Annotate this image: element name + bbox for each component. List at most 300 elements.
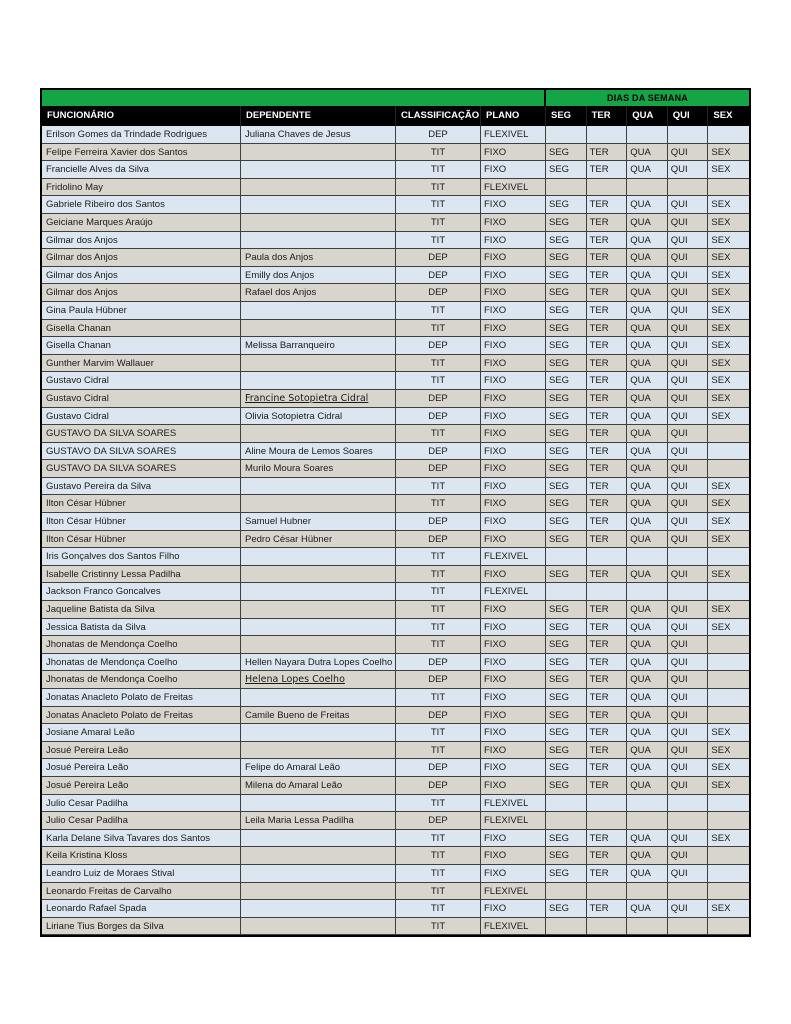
- cell-seg: SEG: [546, 214, 587, 232]
- cell-sex: SEX: [708, 408, 749, 426]
- cell-qua: QUA: [627, 830, 668, 848]
- cell-seg: SEG: [546, 619, 587, 637]
- table-row: [42, 707, 749, 725]
- table-body: [42, 126, 749, 935]
- cell-funcionario: Gilmar dos Anjos: [42, 284, 241, 302]
- cell-funcionario: Geiciane Marques Araújo: [42, 214, 241, 232]
- cell-seg: [546, 812, 587, 830]
- cell-qui: QUI: [668, 495, 709, 513]
- cell-plano: FLEXIVEL: [481, 126, 546, 144]
- cell-ter: [587, 583, 628, 601]
- cell-ter: TER: [587, 232, 628, 250]
- cell-plano: FIXO: [481, 566, 546, 584]
- cell-qua: QUA: [627, 724, 668, 742]
- cell-seg: SEG: [546, 249, 587, 267]
- cell-ter: TER: [587, 390, 628, 408]
- cell-dependente: [241, 355, 396, 373]
- cell-ter: TER: [587, 636, 628, 654]
- cell-dependente: [241, 179, 396, 197]
- cell-ter: [587, 883, 628, 901]
- cell-qua: [627, 918, 668, 936]
- cell-classificacao: TIT: [396, 601, 481, 619]
- cell-plano: FIXO: [481, 267, 546, 285]
- cell-funcionario: Gilmar dos Anjos: [42, 249, 241, 267]
- cell-sex: [708, 548, 749, 566]
- cell-qui: QUI: [668, 408, 709, 426]
- cell-qui: QUI: [668, 671, 709, 689]
- cell-sex: SEX: [708, 830, 749, 848]
- cell-classificacao: TIT: [396, 583, 481, 601]
- cell-sex: [708, 795, 749, 813]
- cell-plano: FIXO: [481, 759, 546, 777]
- cell-funcionario: Keila Kristina Kloss: [42, 847, 241, 865]
- cell-classificacao: TIT: [396, 425, 481, 443]
- cell-qui: QUI: [668, 900, 709, 918]
- cell-plano: FIXO: [481, 724, 546, 742]
- cell-dependente: Juliana Chaves de Jesus: [241, 126, 396, 144]
- cell-sex: SEX: [708, 214, 749, 232]
- cell-classificacao: DEP: [396, 267, 481, 285]
- cell-dependente: Camile Bueno de Freitas: [241, 707, 396, 725]
- cell-funcionario: Gustavo Cidral: [42, 408, 241, 426]
- cell-funcionario: Gina Paula Hübner: [42, 302, 241, 320]
- table-row: [42, 126, 749, 144]
- cell-seg: SEG: [546, 337, 587, 355]
- table-row: [42, 918, 749, 936]
- cell-ter: TER: [587, 302, 628, 320]
- table-row: [42, 689, 749, 707]
- cell-ter: [587, 548, 628, 566]
- cell-funcionario: Gustavo Pereira da Silva: [42, 478, 241, 496]
- cell-sex: SEX: [708, 601, 749, 619]
- cell-ter: TER: [587, 161, 628, 179]
- column-header-dependente: DEPENDENTE: [241, 106, 396, 126]
- cell-plano: FLEXIVEL: [481, 795, 546, 813]
- cell-ter: TER: [587, 830, 628, 848]
- cell-funcionario: GUSTAVO DA SILVA SOARES: [42, 460, 241, 478]
- cell-plano: FIXO: [481, 689, 546, 707]
- cell-classificacao: DEP: [396, 707, 481, 725]
- cell-funcionario: Josiane Amaral Leão: [42, 724, 241, 742]
- cell-funcionario: Jonatas Anacleto Polato de Freitas: [42, 707, 241, 725]
- cell-qui: [668, 918, 709, 936]
- cell-ter: TER: [587, 619, 628, 637]
- cell-ter: TER: [587, 742, 628, 760]
- cell-seg: SEG: [546, 232, 587, 250]
- cell-seg: SEG: [546, 372, 587, 390]
- cell-seg: SEG: [546, 284, 587, 302]
- cell-plano: FIXO: [481, 408, 546, 426]
- cell-ter: [587, 179, 628, 197]
- cell-qui: QUI: [668, 425, 709, 443]
- cell-sex: SEX: [708, 267, 749, 285]
- cell-classificacao: DEP: [396, 654, 481, 672]
- cell-qui: QUI: [668, 372, 709, 390]
- cell-funcionario: Jhonatas de Mendonça Coelho: [42, 671, 241, 689]
- cell-sex: SEX: [708, 495, 749, 513]
- cell-dependente: [241, 918, 396, 936]
- cell-funcionario: Gustavo Cidral: [42, 372, 241, 390]
- cell-sex: SEX: [708, 566, 749, 584]
- cell-plano: FIXO: [481, 601, 546, 619]
- table-row: [42, 654, 749, 672]
- table-row: [42, 267, 749, 285]
- cell-ter: TER: [587, 865, 628, 883]
- cell-classificacao: DEP: [396, 443, 481, 461]
- cell-qui: QUI: [668, 566, 709, 584]
- cell-qui: QUI: [668, 707, 709, 725]
- table-row: [42, 337, 749, 355]
- table-row: [42, 795, 749, 813]
- cell-qua: QUA: [627, 636, 668, 654]
- cell-ter: TER: [587, 777, 628, 795]
- cell-qui: QUI: [668, 284, 709, 302]
- cell-classificacao: DEP: [396, 390, 481, 408]
- cell-classificacao: TIT: [396, 372, 481, 390]
- cell-qui: QUI: [668, 636, 709, 654]
- cell-dependente: Samuel Hubner: [241, 513, 396, 531]
- cell-classificacao: TIT: [396, 918, 481, 936]
- cell-seg: [546, 583, 587, 601]
- cell-classificacao: TIT: [396, 865, 481, 883]
- cell-classificacao: TIT: [396, 161, 481, 179]
- cell-sex: SEX: [708, 742, 749, 760]
- cell-sex: [708, 460, 749, 478]
- cell-qua: QUA: [627, 513, 668, 531]
- cell-ter: [587, 918, 628, 936]
- cell-seg: SEG: [546, 478, 587, 496]
- cell-sex: [708, 847, 749, 865]
- cell-ter: TER: [587, 478, 628, 496]
- cell-dependente: Paula dos Anjos: [241, 249, 396, 267]
- cell-seg: SEG: [546, 267, 587, 285]
- column-header-ter: TER: [587, 106, 628, 126]
- table-row: [42, 408, 749, 426]
- cell-classificacao: TIT: [396, 495, 481, 513]
- cell-classificacao: TIT: [396, 144, 481, 162]
- table-row: [42, 460, 749, 478]
- cell-qua: QUA: [627, 196, 668, 214]
- cell-seg: SEG: [546, 513, 587, 531]
- cell-plano: FIXO: [481, 161, 546, 179]
- cell-qui: QUI: [668, 689, 709, 707]
- cell-dependente: [241, 302, 396, 320]
- cell-funcionario: Jackson Franco Goncalves: [42, 583, 241, 601]
- cell-qua: QUA: [627, 284, 668, 302]
- cell-dependente: [241, 900, 396, 918]
- cell-ter: TER: [587, 671, 628, 689]
- cell-classificacao: TIT: [396, 636, 481, 654]
- cell-sex: SEX: [708, 232, 749, 250]
- cell-sex: SEX: [708, 390, 749, 408]
- cell-funcionario: GUSTAVO DA SILVA SOARES: [42, 443, 241, 461]
- cell-ter: TER: [587, 196, 628, 214]
- cell-qui: [668, 179, 709, 197]
- cell-qua: QUA: [627, 320, 668, 338]
- cell-sex: [708, 918, 749, 936]
- table-row: [42, 636, 749, 654]
- cell-dependente: [241, 583, 396, 601]
- cell-ter: TER: [587, 759, 628, 777]
- cell-plano: FIXO: [481, 495, 546, 513]
- cell-qua: QUA: [627, 689, 668, 707]
- cell-seg: SEG: [546, 390, 587, 408]
- cell-funcionario: Ilton César Hübner: [42, 495, 241, 513]
- cell-funcionario: GUSTAVO DA SILVA SOARES: [42, 425, 241, 443]
- table-row: [42, 161, 749, 179]
- cell-qua: QUA: [627, 161, 668, 179]
- cell-seg: SEG: [546, 531, 587, 549]
- cell-seg: SEG: [546, 355, 587, 373]
- cell-seg: SEG: [546, 759, 587, 777]
- table-row: [42, 601, 749, 619]
- cell-seg: SEG: [546, 425, 587, 443]
- cell-classificacao: DEP: [396, 531, 481, 549]
- cell-funcionario: Josué Pereira Leão: [42, 759, 241, 777]
- cell-dependente: [241, 425, 396, 443]
- cell-qui: QUI: [668, 654, 709, 672]
- cell-seg: SEG: [546, 443, 587, 461]
- cell-dependente: [241, 689, 396, 707]
- cell-sex: SEX: [708, 900, 749, 918]
- cell-dependente: [241, 214, 396, 232]
- cell-classificacao: TIT: [396, 355, 481, 373]
- cell-plano: FIXO: [481, 232, 546, 250]
- cell-plano: FLEXIVEL: [481, 812, 546, 830]
- cell-ter: TER: [587, 495, 628, 513]
- cell-ter: TER: [587, 408, 628, 426]
- cell-funcionario: Gilmar dos Anjos: [42, 267, 241, 285]
- cell-plano: FIXO: [481, 372, 546, 390]
- cell-sex: [708, 179, 749, 197]
- table-row: [42, 513, 749, 531]
- cell-sex: SEX: [708, 513, 749, 531]
- cell-dependente: [241, 795, 396, 813]
- cell-classificacao: DEP: [396, 337, 481, 355]
- table-row: [42, 830, 749, 848]
- cell-classificacao: DEP: [396, 249, 481, 267]
- cell-seg: SEG: [546, 777, 587, 795]
- cell-sex: SEX: [708, 777, 749, 795]
- cell-plano: FIXO: [481, 478, 546, 496]
- cell-sex: SEX: [708, 619, 749, 637]
- week-header-label: DIAS DA SEMANA: [546, 90, 749, 107]
- table-row: [42, 548, 749, 566]
- table-row: [42, 214, 749, 232]
- cell-seg: SEG: [546, 742, 587, 760]
- cell-qua: QUA: [627, 443, 668, 461]
- cell-plano: FIXO: [481, 865, 546, 883]
- cell-ter: TER: [587, 900, 628, 918]
- cell-qui: QUI: [668, 531, 709, 549]
- cell-seg: SEG: [546, 566, 587, 584]
- cell-qua: QUA: [627, 495, 668, 513]
- cell-seg: SEG: [546, 460, 587, 478]
- cell-funcionario: Iris Gonçalves dos Santos Filho: [42, 548, 241, 566]
- cell-qua: QUA: [627, 654, 668, 672]
- cell-ter: TER: [587, 372, 628, 390]
- cell-qui: QUI: [668, 777, 709, 795]
- cell-funcionario: Fridolino May: [42, 179, 241, 197]
- cell-dependente: Pedro César Hübner: [241, 531, 396, 549]
- cell-sex: SEX: [708, 161, 749, 179]
- cell-ter: TER: [587, 513, 628, 531]
- cell-dependente: [241, 742, 396, 760]
- cell-dependente: Rafael dos Anjos: [241, 284, 396, 302]
- cell-ter: TER: [587, 707, 628, 725]
- cell-classificacao: TIT: [396, 724, 481, 742]
- cell-seg: SEG: [546, 302, 587, 320]
- cell-plano: FLEXIVEL: [481, 583, 546, 601]
- cell-qua: QUA: [627, 232, 668, 250]
- cell-qui: [668, 583, 709, 601]
- cell-classificacao: DEP: [396, 671, 481, 689]
- cell-dependente: Melissa Barranqueiro: [241, 337, 396, 355]
- cell-qua: QUA: [627, 865, 668, 883]
- cell-qui: QUI: [668, 161, 709, 179]
- cell-classificacao: TIT: [396, 742, 481, 760]
- cell-dependente: [241, 619, 396, 637]
- cell-plano: FIXO: [481, 513, 546, 531]
- cell-funcionario: Karla Delane Silva Tavares dos Santos: [42, 830, 241, 848]
- table-row: [42, 372, 749, 390]
- table-row: [42, 671, 749, 689]
- cell-qui: QUI: [668, 724, 709, 742]
- cell-seg: SEG: [546, 320, 587, 338]
- cell-qua: QUA: [627, 566, 668, 584]
- cell-dependente: [241, 548, 396, 566]
- cell-seg: SEG: [546, 847, 587, 865]
- table-row: [42, 302, 749, 320]
- cell-funcionario: Josué Pereira Leão: [42, 777, 241, 795]
- cell-classificacao: TIT: [396, 214, 481, 232]
- table-row: [42, 495, 749, 513]
- cell-classificacao: TIT: [396, 548, 481, 566]
- cell-classificacao: TIT: [396, 196, 481, 214]
- cell-plano: FIXO: [481, 654, 546, 672]
- cell-plano: FIXO: [481, 460, 546, 478]
- cell-dependente: Hellen Nayara Dutra Lopes Coelho: [241, 654, 396, 672]
- column-header-qui: QUI: [668, 106, 709, 126]
- cell-classificacao: TIT: [396, 302, 481, 320]
- cell-seg: [546, 126, 587, 144]
- table-row: [42, 812, 749, 830]
- cell-qua: QUA: [627, 390, 668, 408]
- cell-ter: TER: [587, 320, 628, 338]
- cell-qua: QUA: [627, 408, 668, 426]
- table-row: [42, 900, 749, 918]
- cell-funcionario: Jhonatas de Mendonça Coelho: [42, 636, 241, 654]
- cell-dependente: [241, 478, 396, 496]
- cell-qui: QUI: [668, 355, 709, 373]
- cell-classificacao: DEP: [396, 759, 481, 777]
- table-row: [42, 320, 749, 338]
- cell-funcionario: Felipe Ferreira Xavier dos Santos: [42, 144, 241, 162]
- week-header-spacer: [42, 90, 546, 107]
- cell-qua: QUA: [627, 707, 668, 725]
- cell-sex: SEX: [708, 759, 749, 777]
- table-row: [42, 443, 749, 461]
- cell-qui: QUI: [668, 232, 709, 250]
- cell-seg: SEG: [546, 689, 587, 707]
- cell-qua: QUA: [627, 214, 668, 232]
- column-header-qua: QUA: [627, 106, 668, 126]
- cell-sex: [708, 812, 749, 830]
- cell-seg: [546, 795, 587, 813]
- cell-dependente: Milena do Amaral Leão: [241, 777, 396, 795]
- cell-plano: FIXO: [481, 425, 546, 443]
- cell-ter: TER: [587, 724, 628, 742]
- cell-qua: QUA: [627, 777, 668, 795]
- column-header-classificacao: CLASSIFICAÇÃO: [396, 106, 481, 126]
- cell-sex: [708, 443, 749, 461]
- cell-seg: [546, 918, 587, 936]
- cell-funcionario: Leonardo Rafael Spada: [42, 900, 241, 918]
- cell-qua: QUA: [627, 425, 668, 443]
- cell-sex: [708, 425, 749, 443]
- cell-sex: SEX: [708, 320, 749, 338]
- cell-qua: QUA: [627, 267, 668, 285]
- cell-seg: SEG: [546, 724, 587, 742]
- cell-qui: [668, 795, 709, 813]
- table-row: [42, 355, 749, 373]
- cell-qui: QUI: [668, 337, 709, 355]
- cell-sex: [708, 707, 749, 725]
- cell-seg: [546, 548, 587, 566]
- cell-qui: [668, 548, 709, 566]
- cell-seg: [546, 179, 587, 197]
- cell-plano: FIXO: [481, 636, 546, 654]
- cell-dependente: [241, 883, 396, 901]
- cell-ter: TER: [587, 654, 628, 672]
- cell-qui: QUI: [668, 460, 709, 478]
- cell-ter: TER: [587, 689, 628, 707]
- cell-funcionario: Liriane Tius Borges da Silva: [42, 918, 241, 936]
- cell-qua: QUA: [627, 619, 668, 637]
- cell-plano: FIXO: [481, 284, 546, 302]
- cell-qui: QUI: [668, 601, 709, 619]
- cell-seg: SEG: [546, 601, 587, 619]
- cell-sex: [708, 865, 749, 883]
- cell-seg: SEG: [546, 654, 587, 672]
- cell-plano: FLEXIVEL: [481, 883, 546, 901]
- cell-plano: FIXO: [481, 531, 546, 549]
- cell-seg: SEG: [546, 408, 587, 426]
- cell-qua: QUA: [627, 372, 668, 390]
- cell-funcionario: Jessica Batista da Silva: [42, 619, 241, 637]
- cell-dependente: Aline Moura de Lemos Soares: [241, 443, 396, 461]
- cell-ter: [587, 795, 628, 813]
- table-row: [42, 759, 749, 777]
- cell-plano: FIXO: [481, 390, 546, 408]
- cell-ter: TER: [587, 566, 628, 584]
- cell-funcionario: Gunther Marvim Wallauer: [42, 355, 241, 373]
- cell-qui: QUI: [668, 513, 709, 531]
- cell-dependente: Emilly dos Anjos: [241, 267, 396, 285]
- cell-ter: TER: [587, 284, 628, 302]
- cell-funcionario: Jaqueline Batista da Silva: [42, 601, 241, 619]
- cell-ter: TER: [587, 425, 628, 443]
- cell-funcionario: Erilson Gomes da Trindade Rodrigues: [42, 126, 241, 144]
- table-row: [42, 777, 749, 795]
- cell-qua: QUA: [627, 671, 668, 689]
- cell-qui: QUI: [668, 267, 709, 285]
- cell-qui: QUI: [668, 249, 709, 267]
- cell-dependente: Leila Maria Lessa Padilha: [241, 812, 396, 830]
- table-row: [42, 531, 749, 549]
- cell-funcionario: Ilton César Hübner: [42, 513, 241, 531]
- table-row: [42, 249, 749, 267]
